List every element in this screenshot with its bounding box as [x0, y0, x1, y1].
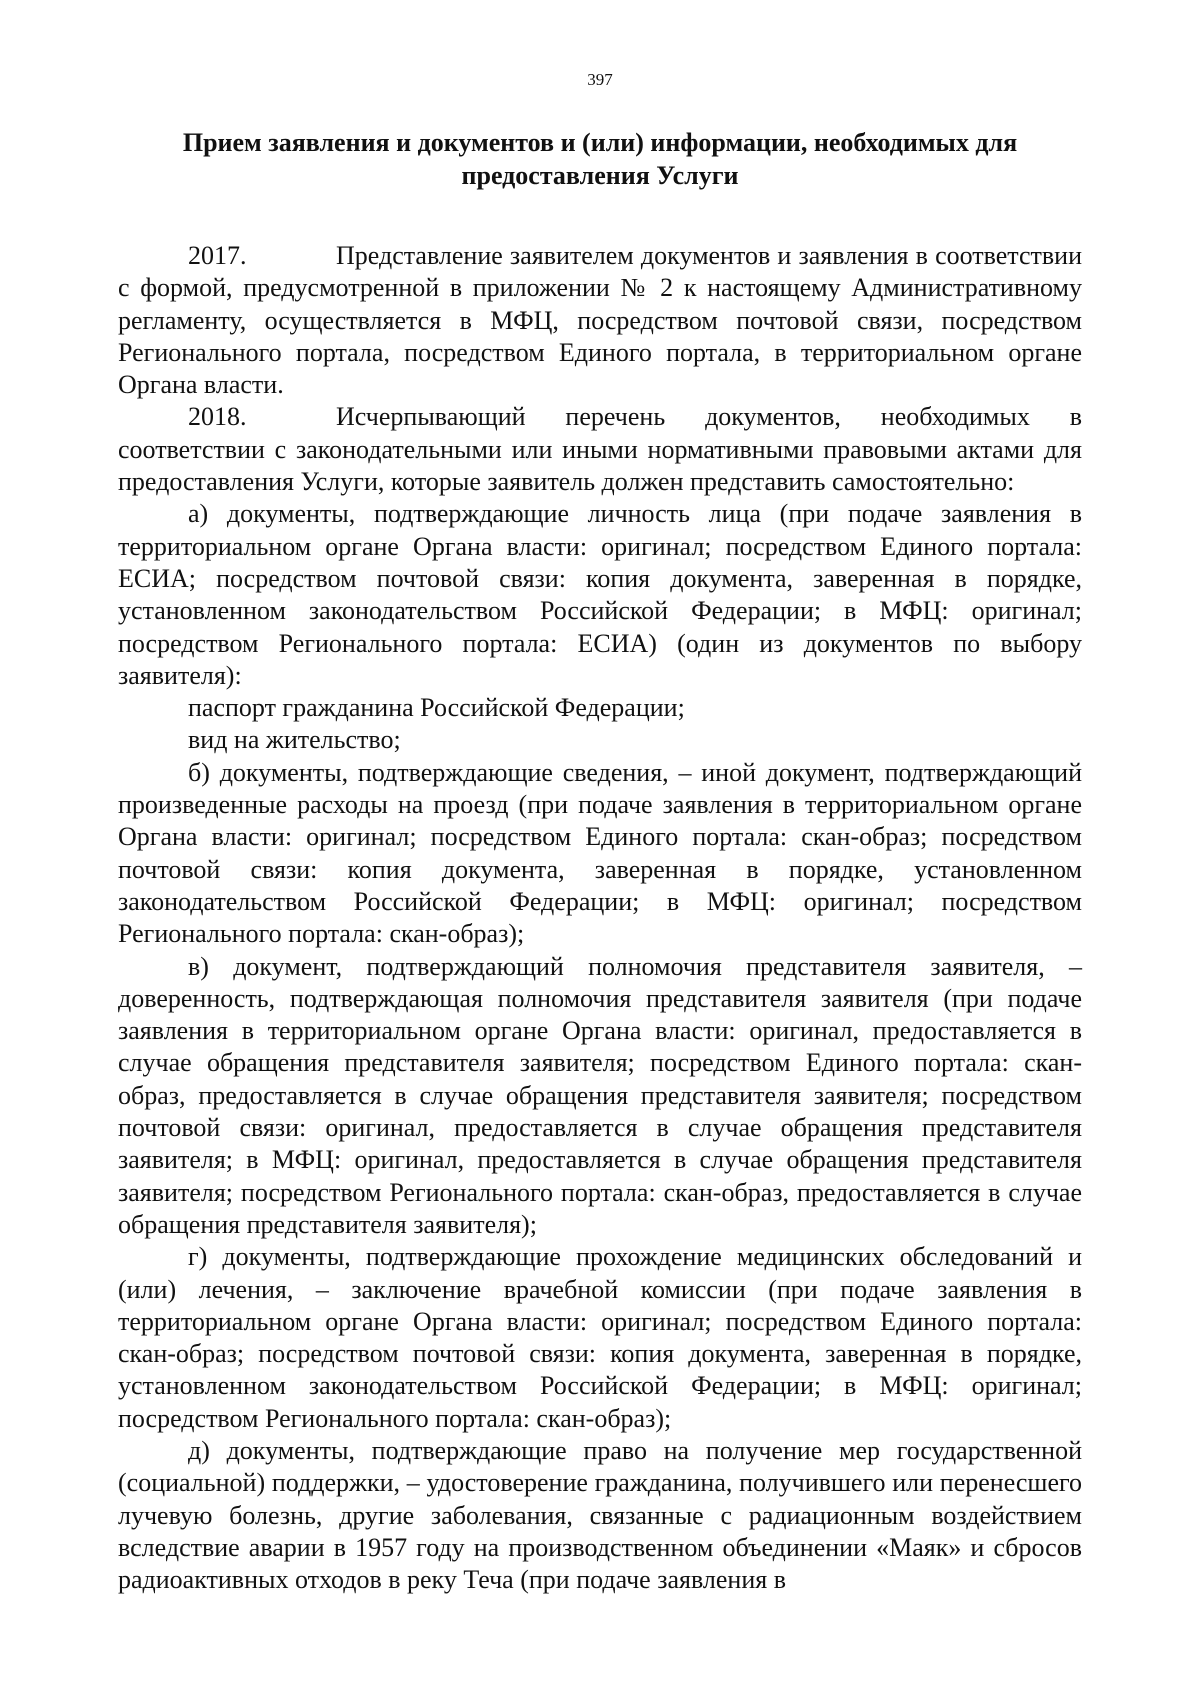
list-item-g: г) документы, подтверждающие прохождение медицинских обследований и (или) лечения, – заключение врачебной комиссии (при подаче заявления в территориальном органе Органа власти: оригинал; посредством Единого портала: скан-образ; посредством почтовой связи: копия документа, заверенная в порядке, установленном законодательством Российской Федерации; в МФЦ: оригинал; посредством Регионального портала: скан-образ); [118, 1242, 1082, 1433]
page-number: 397 [587, 70, 613, 89]
paragraph-text: Исчерпывающий перечень документов, необходимых в соответствии с законодательными или иными нормативными правовыми актами для предоставления Услуги, которые заявитель должен представить самостоятельно: [118, 402, 1082, 497]
paragraph-2018 [118, 401, 1082, 498]
section-heading-line-1: Прием заявления и документов и (или) информации, необходимых для [182, 128, 1018, 157]
list-item-d: д) документы, подтверждающие право на получение мер государственной (социальной) поддержки, – удостоверение гражданина, получившего или перенесшего лучевую болезнь, другие заболевания, связанные с радиационным воздействием вследствие аварии в 1957 году на производственном объединении «Маяк» и сбросов радиоактивных отходов в реку Теча (при подаче заявления в [118, 1435, 1082, 1595]
paragraph-number: 2017. [188, 241, 247, 270]
paragraph-2017 [118, 240, 1082, 401]
list-subitem-residence-permit: вид на жительство; [188, 725, 401, 755]
list-subitem-passport: паспорт гражданина Российской Федерации; [188, 693, 685, 723]
list-item-a: а) документы, подтверждающие личность лица (при подаче заявления в территориальном органе Органа власти: оригинал; посредством Единого портала: ЕСИА; посредством почтовой связи: копия документа, заверенная в порядке, установленном законодательством Российской Федерации; в МФЦ: оригинал; посредством Регионального портала: ЕСИА) (один из документов по выбору заявителя): [118, 499, 1082, 690]
section-heading-line-2: предоставления Услуги [461, 161, 739, 190]
list-item-v: в) документ, подтверждающий полномочия представителя заявителя, – доверенность, подтверждающая полномочия представителя заявителя (при подаче заявления в территориальном органе Органа власти: оригинал, предоставляется в случае обращения представителя заявителя; посредством Единого портала: скан-образ, предоставляется в случае обращения представителя заявителя; посредством почтовой связи: оригинал, предоставляется в случае обращения представителя заявителя; в МФЦ: оригинал, предоставляется в случае обращения представителя заявителя; посредством Регионального портала: скан-образ, предоставляется в случае обращения представителя заявителя); [118, 951, 1082, 1239]
section-heading [118, 126, 1082, 192]
document-body [118, 240, 1082, 1596]
list-item-b: б) документы, подтверждающие сведения, – иной документ, подтверждающий произведенные расходы на проезд (при подаче заявления в территориальном органе Органа власти: оригинал; посредством Единого портала: скан-образ; посредством почтовой связи: копия документа, заверенная в порядке, установленном законодательством Российской Федерации; в МФЦ: оригинал; посредством Регионального портала: скан-образ); [118, 757, 1082, 949]
paragraph-text: Представление заявителем документов и заявления в соответствии с формой, предусмотренной в приложении № 2 к настоящему Административному регламенту, осуществляется в МФЦ, посредством почтовой связи, посредством Регионального портала, посредством Единого портала, в территориальном органе Органа власти. [118, 241, 1082, 400]
paragraph-number: 2018. [188, 402, 247, 432]
